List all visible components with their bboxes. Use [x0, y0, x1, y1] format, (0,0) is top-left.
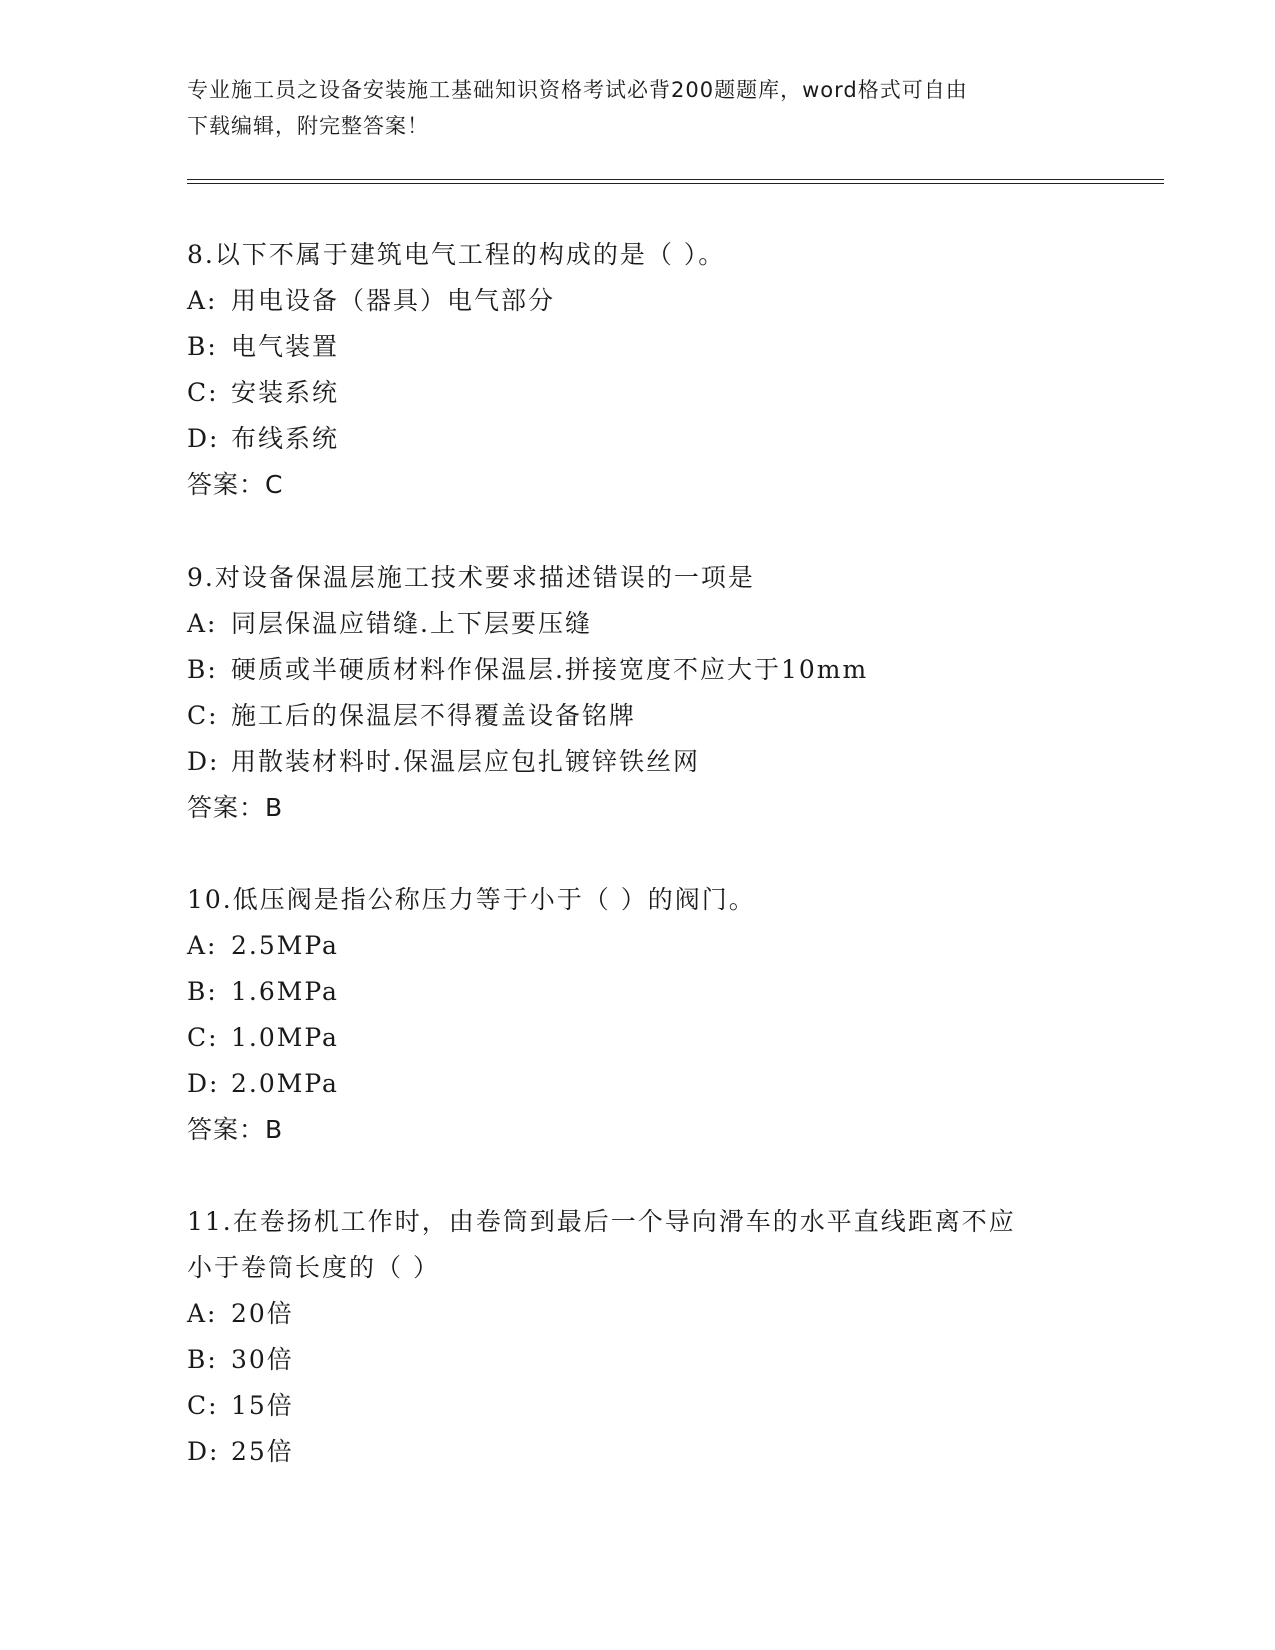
option-text: 2.5MPa: [231, 931, 339, 960]
option-b: [187, 324, 1087, 370]
option-c: [187, 1383, 1087, 1429]
option-letter: A:: [187, 1299, 218, 1328]
option-letter: D:: [187, 1437, 220, 1466]
option-text: 1.0MPa: [231, 1023, 339, 1052]
option-b: [187, 647, 1087, 693]
option-text: 安装系统: [231, 378, 340, 407]
answer-line: 答案：B: [187, 1115, 284, 1144]
option-text: 用散装材料时.保温层应包扎镀锌铁丝网: [231, 747, 700, 776]
question-text: 低压阀是指公称压力等于小于（ ）的阀门。: [232, 885, 756, 914]
answer-line: 答案：C: [187, 470, 284, 499]
option-a: [187, 923, 1087, 969]
option-letter: C:: [187, 701, 219, 730]
option-letter: D:: [187, 747, 220, 776]
option-a: [187, 278, 1087, 324]
option-text: 同层保温应错缝.上下层要压缝: [231, 609, 592, 638]
option-d: [187, 1061, 1087, 1107]
option-text: 施工后的保温层不得覆盖设备铭牌: [231, 701, 637, 730]
question-stem: [187, 877, 1087, 923]
option-text: 1.6MPa: [231, 977, 339, 1006]
question-text: 对设备保温层施工技术要求描述错误的一项是: [214, 563, 755, 592]
option-a: [187, 601, 1087, 647]
question-stem-continued: 小于卷筒长度的（ ）: [187, 1253, 440, 1282]
option-b: [187, 1337, 1087, 1383]
option-letter: A:: [187, 931, 218, 960]
question-stem: [187, 555, 1087, 601]
option-text: 布线系统: [231, 424, 340, 453]
question-number: 8.: [187, 240, 215, 269]
option-letter: B:: [187, 1345, 218, 1374]
header-line-2: 下载编辑，附完整答案！: [187, 114, 429, 138]
option-text: 25倍: [231, 1437, 294, 1466]
option-text: 15倍: [231, 1391, 294, 1420]
header-line-1: 专业施工员之设备安装施工基础知识资格考试必背200题题库，word格式可自由: [187, 78, 968, 102]
option-c: [187, 1015, 1087, 1061]
question-stem: [187, 232, 1087, 278]
question-number: 9.: [187, 563, 215, 592]
option-letter: D:: [187, 424, 220, 453]
question-9: [187, 555, 1087, 831]
document-header: [187, 72, 1087, 144]
question-number: 11.: [187, 1207, 233, 1236]
question-stem: [187, 1199, 1087, 1245]
option-text: 电气装置: [231, 332, 340, 361]
option-text: 用电设备（器具）电气部分: [231, 286, 556, 315]
option-letter: C:: [187, 1391, 219, 1420]
question-11: [187, 1199, 1087, 1475]
option-b: [187, 969, 1087, 1015]
option-text: 20倍: [231, 1299, 294, 1328]
option-letter: A:: [187, 609, 218, 638]
option-letter: B:: [187, 655, 218, 684]
option-letter: C:: [187, 1023, 219, 1052]
header-divider-top: [187, 179, 1164, 180]
option-letter: B:: [187, 332, 218, 361]
option-d: [187, 416, 1087, 462]
option-d: [187, 1429, 1087, 1475]
header-divider-bottom: [187, 183, 1164, 184]
option-letter: C:: [187, 378, 219, 407]
question-text: 在卷扬机工作时，由卷筒到最后一个导向滑车的水平直线距离不应: [232, 1207, 1016, 1236]
option-c: [187, 370, 1087, 416]
option-letter: A:: [187, 286, 218, 315]
option-text: 30倍: [231, 1345, 294, 1374]
option-letter: B:: [187, 977, 218, 1006]
option-text: 2.0MPa: [231, 1069, 339, 1098]
option-c: [187, 693, 1087, 739]
question-number: 10.: [187, 885, 233, 914]
option-a: [187, 1291, 1087, 1337]
question-10: [187, 877, 1087, 1153]
option-text: 硬质或半硬质材料作保温层.拼接宽度不应大于10mm: [231, 655, 869, 684]
question-8: [187, 232, 1087, 508]
question-text: 以下不属于建筑电气工程的构成的是（ ）。: [214, 240, 726, 269]
answer-line: 答案：B: [187, 793, 284, 822]
option-d: [187, 739, 1087, 785]
option-letter: D:: [187, 1069, 220, 1098]
